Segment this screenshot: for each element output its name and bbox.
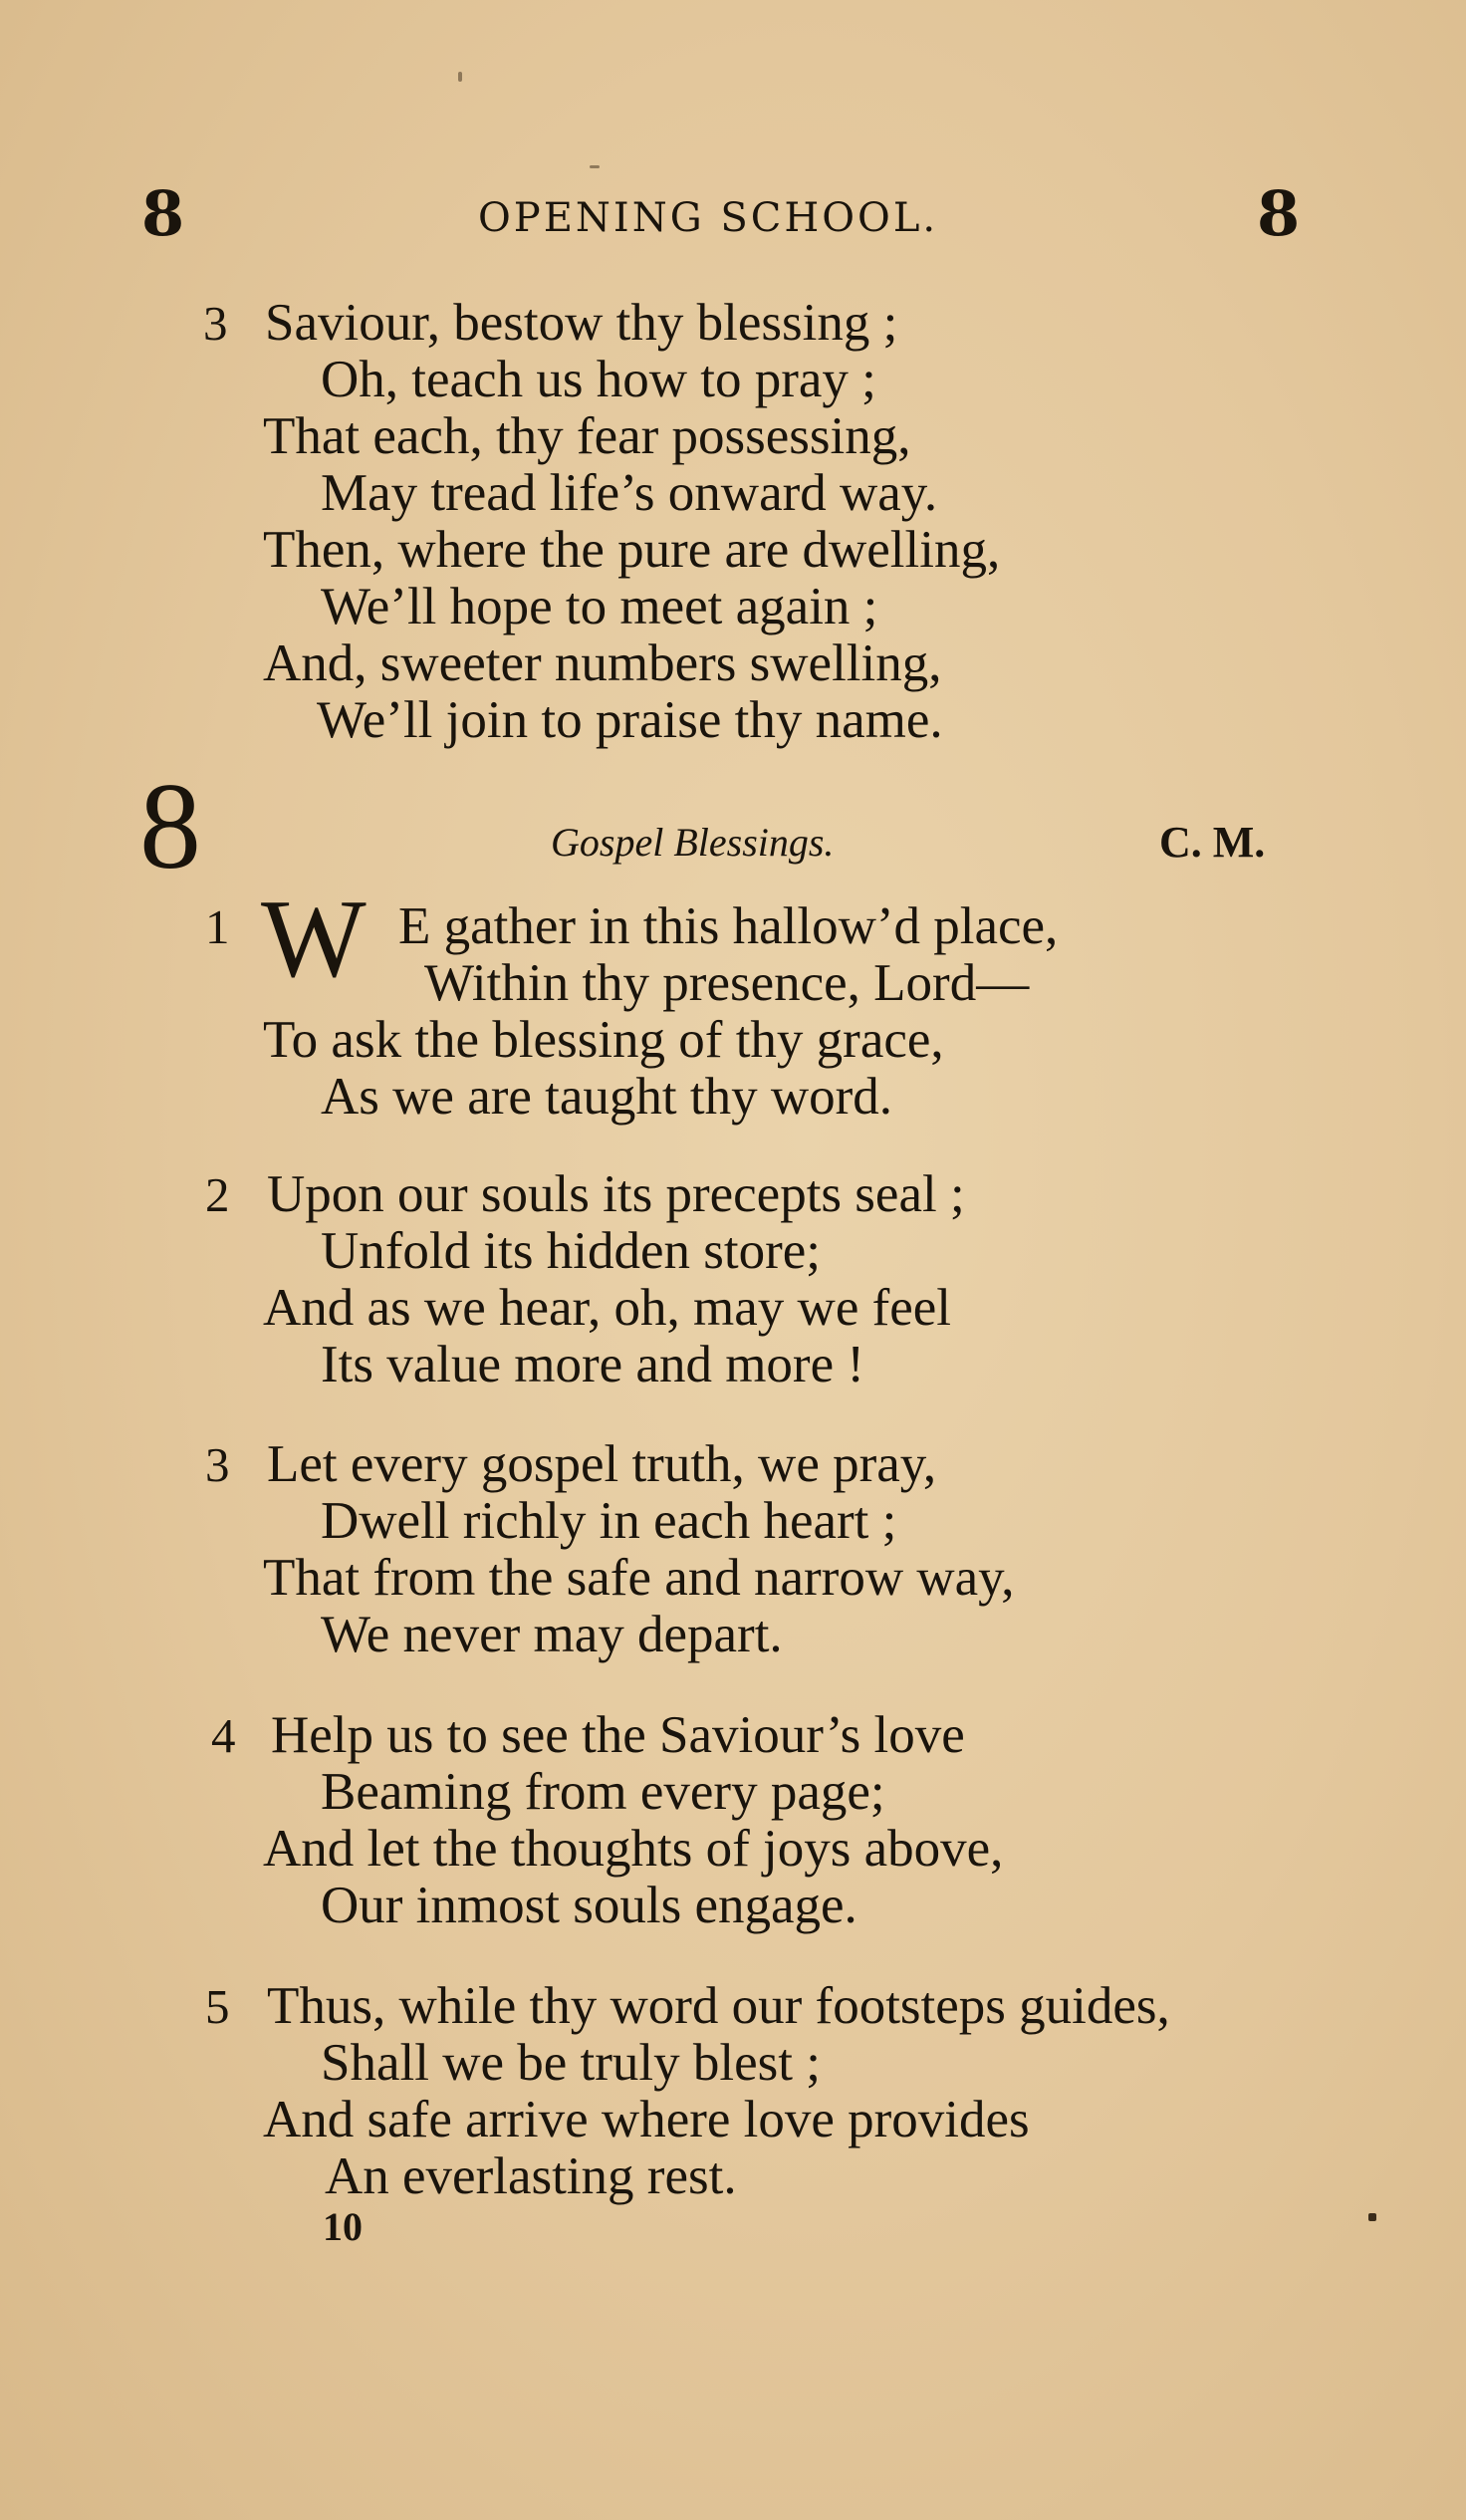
verse-line: Thus, while thy word our footsteps guides,: [267, 1977, 1170, 2035]
verse-line: And let the thoughts of joys above,: [263, 1820, 1004, 1878]
verse-line: Shall we be truly blest ;: [321, 2034, 821, 2092]
stanza-number: 4: [211, 1708, 236, 1763]
verse-line: E gather in this hallow’d place,: [398, 897, 1059, 955]
paper-speck: [1368, 2213, 1376, 2221]
verse-line: We’ll hope to meet again ;: [321, 578, 878, 635]
stanza-number: 3: [203, 296, 228, 351]
page-number-left: 8: [141, 177, 185, 250]
page-number-right: 8: [1257, 177, 1301, 250]
verse-line: We never may depart.: [321, 1606, 783, 1663]
verse-line: Saviour, bestow thy blessing ;: [265, 294, 898, 352]
verse-line: Beaming from every page;: [321, 1763, 885, 1821]
paper-speck: [590, 165, 600, 168]
verse-line: Unfold its hidden store;: [321, 1222, 821, 1280]
drop-cap: W: [261, 878, 366, 1001]
stanza-number: 5: [205, 1979, 230, 2034]
hymn-title: Gospel Blessings.: [551, 820, 835, 865]
verse-line: As we are taught thy word.: [321, 1068, 893, 1126]
verse-line: That each, thy fear possessing,: [263, 407, 911, 465]
verse-line: To ask the blessing of thy grace,: [263, 1011, 944, 1069]
verse-line: May tread life’s onward way.: [321, 464, 938, 522]
hymn-number: 8: [139, 758, 201, 894]
verse-line: That from the safe and narrow way,: [263, 1549, 1015, 1607]
stanza-number: 1: [205, 899, 230, 954]
paper-speck: [458, 72, 462, 82]
stanza-number: 3: [205, 1437, 230, 1492]
verse-line: Upon our souls its precepts seal ;: [267, 1165, 965, 1223]
verse-line: We’ll join to praise thy name.: [317, 691, 943, 749]
verse-line: And safe arrive where love provides: [263, 2091, 1030, 2148]
verse-line: And, sweeter numbers swelling,: [263, 634, 942, 692]
verse-line: Dwell richly in each heart ;: [321, 1492, 897, 1550]
running-header-title: OPENING SCHOOL.: [478, 195, 939, 241]
verse-line: Then, where the pure are dwelling,: [263, 521, 1001, 579]
verse-line: Oh, teach us how to pray ;: [321, 351, 876, 408]
verse-line: Within thy presence, Lord—: [424, 954, 1030, 1012]
verse-line: Let every gospel truth, we pray,: [267, 1435, 937, 1493]
verse-line: And as we hear, oh, may we feel: [263, 1279, 952, 1337]
verse-line: Its value more and more !: [321, 1336, 864, 1393]
stanza-number: 2: [205, 1167, 230, 1222]
hymn-meter: C. M.: [1159, 818, 1266, 867]
verse-line: Our inmost souls engage.: [321, 1877, 857, 1934]
verse-line: An everlasting rest.: [325, 2147, 737, 2205]
signature-mark: 10: [323, 2204, 363, 2249]
verse-line: Help us to see the Saviour’s love: [271, 1706, 965, 1764]
